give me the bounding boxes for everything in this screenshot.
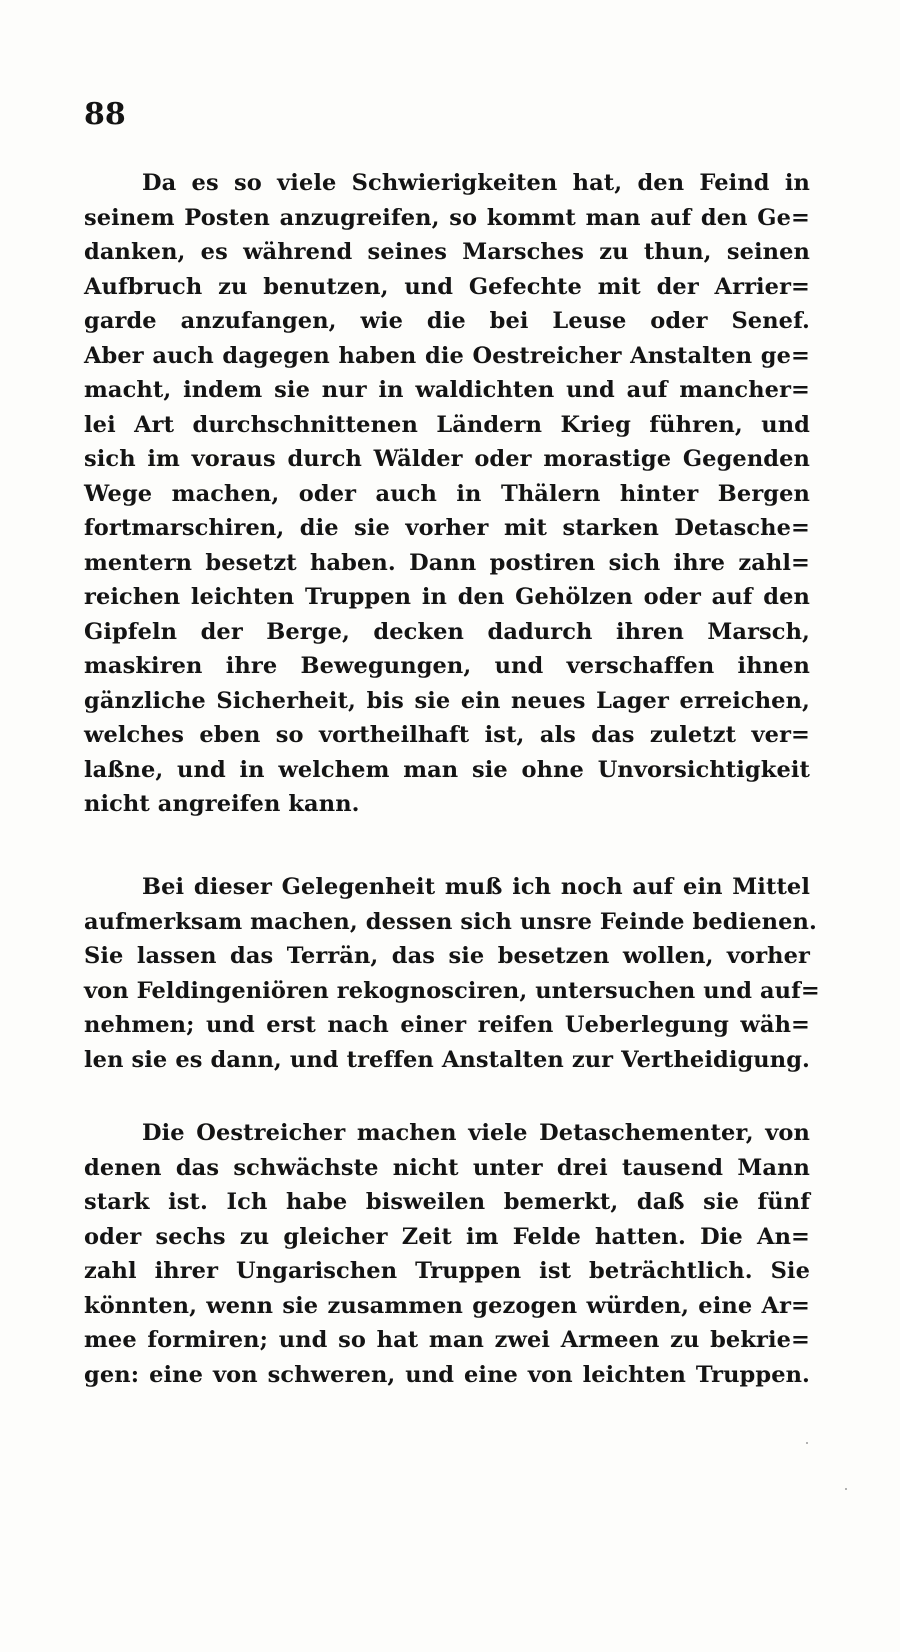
text-line: Da es so viele Schwierigkeiten hat, den Feind in [142,170,810,196]
text-line: laßne, und in welchem man sie ohne Unvorsichtigkeit [84,756,810,783]
text-line: oder sechs zu gleicher Zeit im Felde hatten. Die An= [84,1223,810,1250]
text-line: stark ist. Ich habe bisweilen bemerkt, daß sie fünf [84,1189,810,1215]
text-line: len sie es dann, und treffen Anstalten zur Vertheidigung. [84,1046,810,1073]
text-line: mee formiren; und so hat man zwei Armeen zu bekrie= [84,1327,810,1353]
text-line: von Feldingeniören rekognosciren, untersuchen und auf= [84,977,820,1004]
text-line: Sie lassen das Terrän, das sie besetzen wollen, vorher [84,943,810,969]
text-line: sich im voraus durch Wälder oder morastige Gegenden [84,446,810,472]
text-line: reichen leichten Truppen in den Gehölzen oder auf den [84,584,810,610]
text-line: Wege machen, oder auch in Thälern hinter Bergen [84,480,810,507]
text-line: fortmarschiren, die sie vorher mit starken Detasche= [84,515,810,541]
paper-speck [806,1442,808,1444]
text-line: könnten, wenn sie zusammen gezogen würden, eine Ar= [84,1292,810,1319]
text-line: Gipfeln der Berge, decken dadurch ihren Marsch, [84,618,810,645]
text-line: Aber auch dagegen haben die Oestreicher Anstalten ge= [84,342,810,369]
text-line: seinem Posten anzugreifen, so kommt man auf den Ge= [84,204,810,231]
text-line: denen das schwächste nicht unter drei tausend Mann [84,1154,810,1181]
text-line: maskiren ihre Bewegungen, und verschaffen ihnen [84,653,810,679]
text-line: danken, es während seines Marsches zu thun, seinen [84,239,810,265]
text-line: Die Oestreicher machen viele Detaschementer, von [142,1120,810,1146]
text-line: zahl ihrer Ungarischen Truppen ist beträchtlich. Sie [84,1258,810,1284]
text-line: nehmen; und erst nach einer reifen Ueberlegung wäh= [84,1012,810,1038]
text-line: garde anzufangen, wie die bei Leuse oder Senef. [84,308,810,334]
text-line: lei Art durchschnittenen Ländern Krieg führen, und [84,411,810,438]
text-line: macht, indem sie nur in waldichten und auf mancher= [84,377,810,403]
text-line: nicht angreifen kann. [84,791,360,817]
text-line: welches eben so vortheilhaft ist, als das zuletzt ver= [84,722,810,748]
text-line: gänzliche Sicherheit, bis sie ein neues Lager erreichen, [84,687,810,714]
paper-speck [845,1488,847,1490]
page-number: 88 [84,97,126,132]
text-line: gen: eine von schweren, und eine von leichten Truppen. [84,1361,810,1388]
text-line: mentern besetzt haben. Dann postiren sich ihre zahl= [84,549,810,576]
text-line: Bei dieser Gelegenheit muß ich noch auf ein Mittel [142,874,810,900]
text-line: Aufbruch zu benutzen, und Gefechte mit der Arrier= [84,273,810,300]
text-line: aufmerksam machen, dessen sich unsre Feinde bedienen. [84,908,817,935]
